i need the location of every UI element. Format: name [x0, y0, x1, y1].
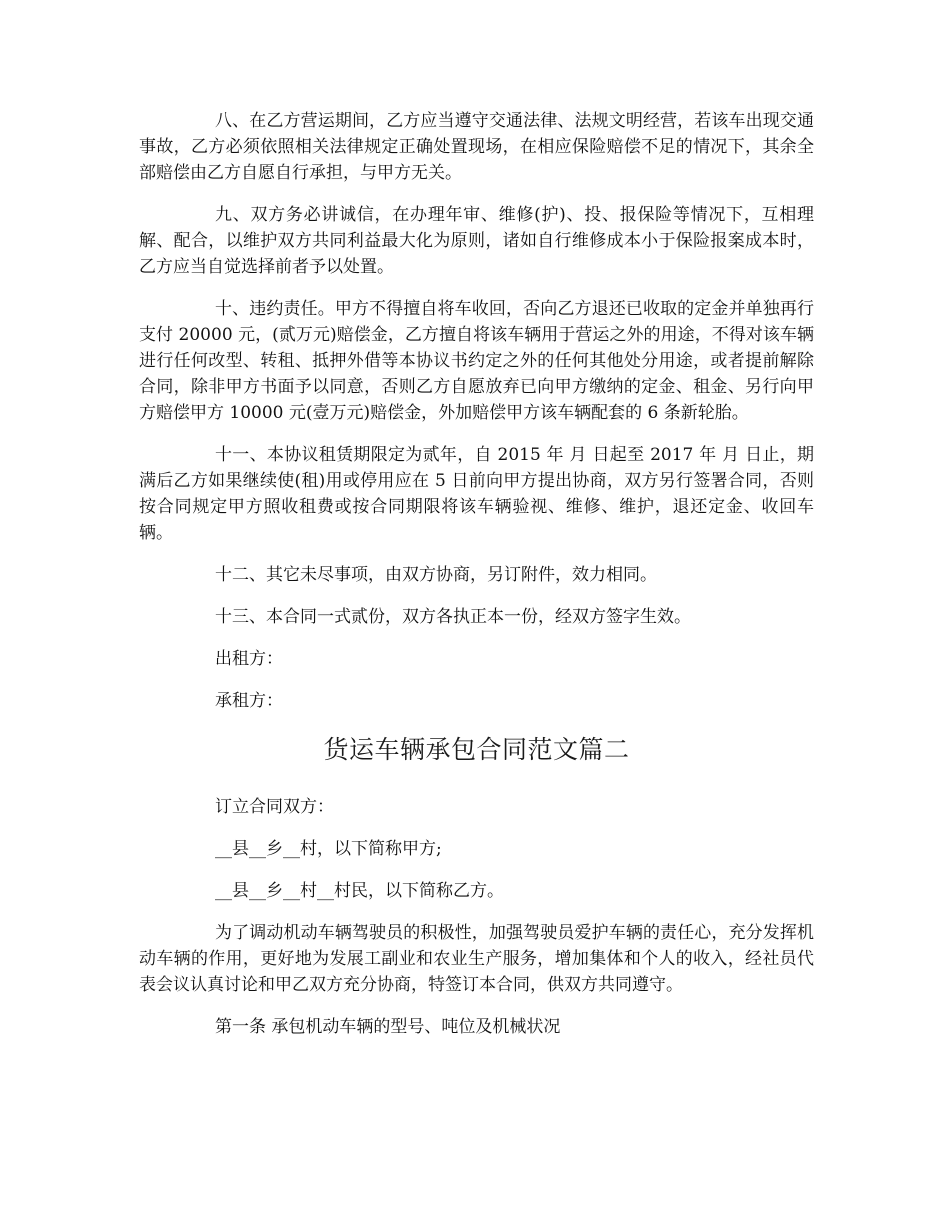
document-body — [139, 108, 814, 1056]
clause-8: 八、在乙方营运期间，乙方应当遵守交通法律、法规文明经营，若该车出现交通事故，乙方必须依照相关法律规定正确处置现场，在相应保险赔偿不足的情况下，其余全部赔偿由乙方自愿自行承担，与甲方无关。 — [139, 111, 814, 183]
party-b-line: __县__乡__村__村民，以下简称乙方。 — [215, 881, 504, 901]
clause-10: 十、违约责任。甲方不得擅自将车收回，否向乙方退还已收取的定金并单独再行支付 20000 元，(贰万元)赔偿金，乙方擅自将该车辆用于营运之外的用途，不得对该车辆进行任何改型、转租、抵押外借等本协议书约定之外的任何其他处分用途，或者提前解除合同，除非甲方书面予以同意，否则乙方自愿放弃已向甲方缴纳的定金、租金、另行向甲方赔偿甲方 10000 元(壹万元)赔偿金，外加赔偿甲方该车辆配套的 6 条新轮胎。 — [139, 299, 814, 423]
clause-11: 十一、本协议租赁期限定为贰年，自 2015 年 月 日起至 2017 年 月 日止，期满后乙方如果继续使(租)用或停用应在 5 日前向甲方提出协商，双方另行签署合同，否则按合同规定甲方照收租费或按合同期限将该车辆验视、维修、维护，退还定金、收回车辆。 — [139, 445, 814, 543]
clause-13: 十三、本合同一式贰份，双方各执正本一份，经双方签字生效。 — [215, 607, 691, 627]
section-title: 货运车辆承包合同范文篇二 — [323, 735, 630, 764]
party-a-line: __县__乡__村，以下简称甲方; — [215, 839, 442, 859]
contract-parties-heading: 订立合同双方： — [215, 797, 334, 817]
lessee-signature-line: 承租方： — [215, 691, 283, 711]
article-1-heading: 第一条 承包机动车辆的型号、吨位及机械状况 — [215, 1017, 561, 1037]
preamble-paragraph: 为了调动机动车辆驾驶员的积极性，加强驾驶员爱护车辆的责任心，充分发挥机动车辆的作用，更好地为发展工副业和农业生产服务，增加集体和个人的收入，经社员代表会议认真讨论和甲乙双方充分协商，特签订本合同，供双方共同遵守。 — [139, 923, 814, 995]
clause-9: 九、双方务必讲诚信，在办理年审、维修(护)、投、报保险等情况下，互相理解、配合，以维护双方共同利益最大化为原则，诸如自行维修成本小于保险报案成本时，乙方应当自觉选择前者予以处置。 — [139, 205, 814, 277]
clause-12: 十二、其它未尽事项，由双方协商，另订附件，效力相同。 — [215, 565, 657, 585]
lessor-signature-line: 出租方： — [215, 649, 283, 669]
